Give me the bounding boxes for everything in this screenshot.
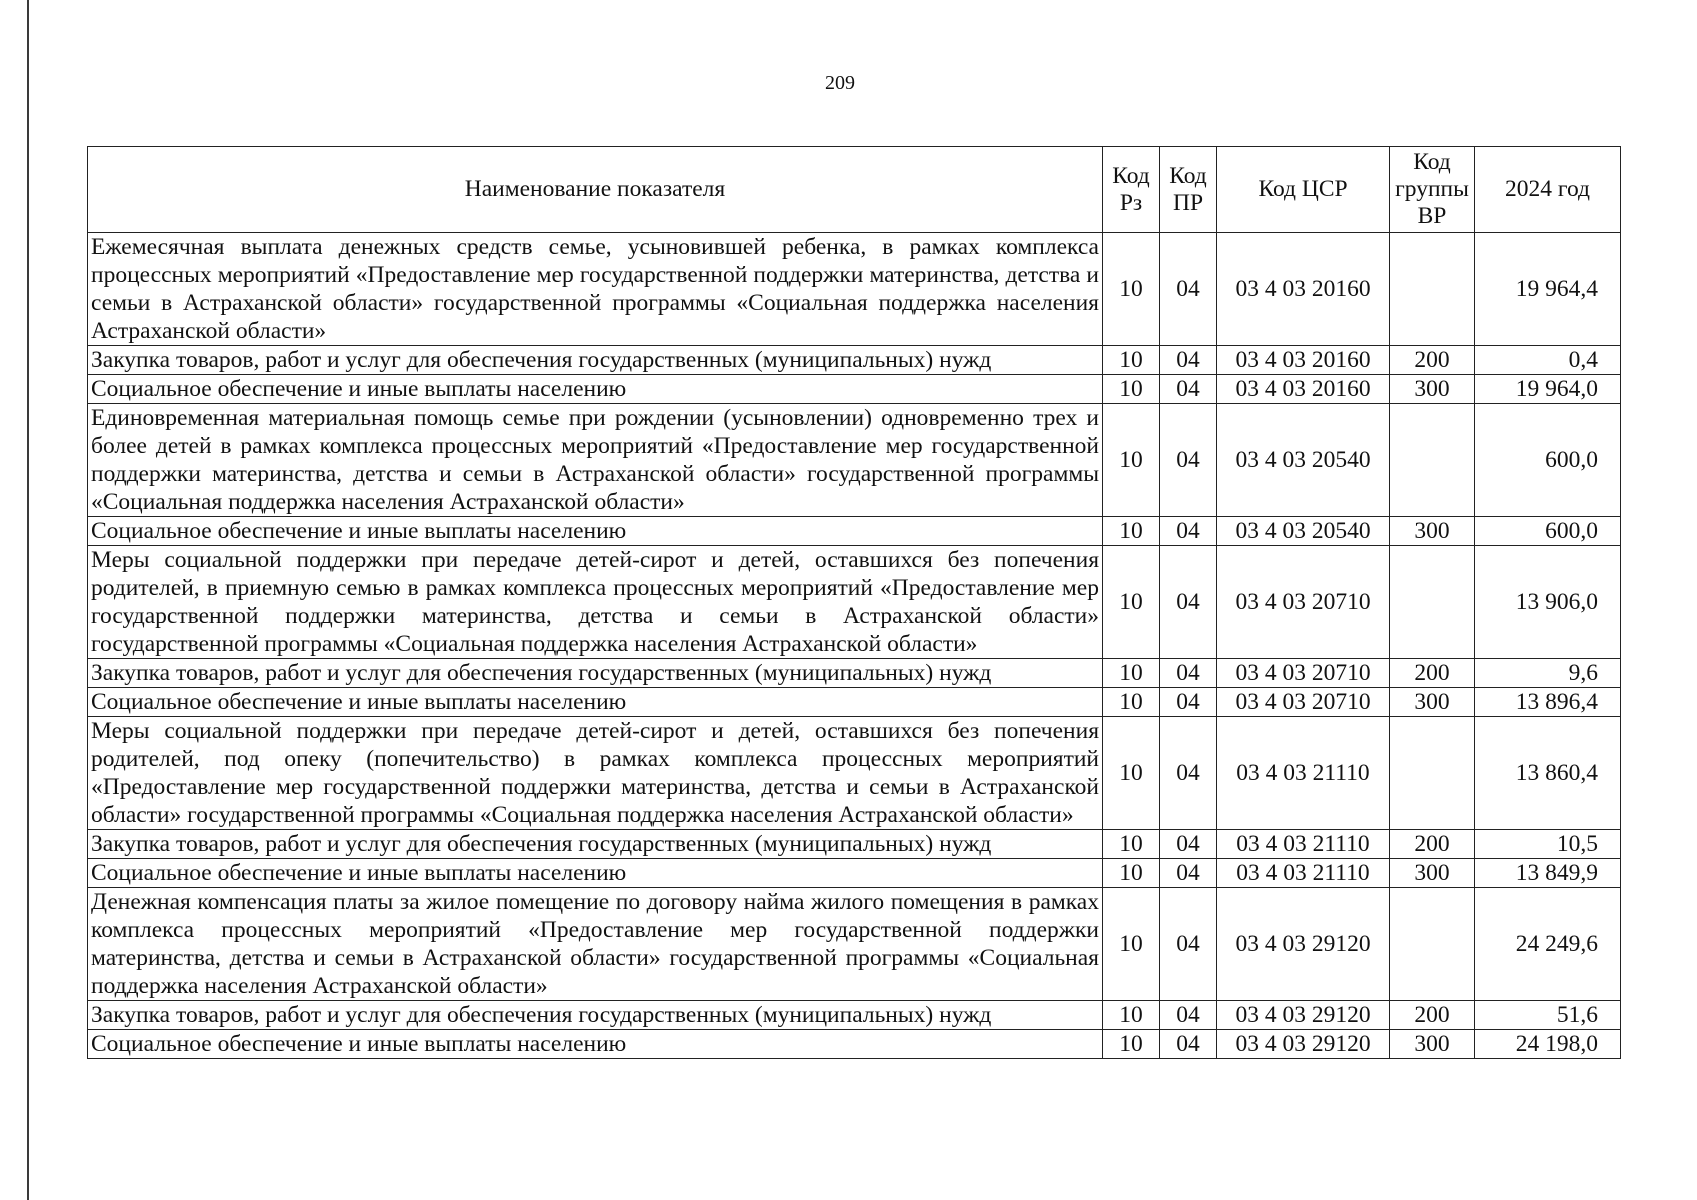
row-vr-cell: 300 — [1390, 859, 1475, 888]
row-vr-cell: 300 — [1390, 688, 1475, 717]
row-rz-cell: 10 — [1103, 404, 1160, 517]
row-vr-cell: 300 — [1390, 1030, 1475, 1059]
header-csr: Код ЦСР — [1217, 147, 1390, 233]
row-csr-cell: 03 4 03 21110 — [1217, 859, 1390, 888]
row-name-cell: Денежная компенсация платы за жилое помещение по договору найма жилого помещения в рамках комплекса процессных мероприятий «Предоставление мер государственной поддержки материнства, детства и семьи в Астраханской области» государственной программы «Социальная поддержка населения Астраханской области» — [88, 888, 1103, 1001]
row-value-cell: 0,4 — [1475, 346, 1621, 375]
row-name-cell: Социальное обеспечение и иные выплаты населению — [88, 688, 1103, 717]
row-csr-cell: 03 4 03 20710 — [1217, 546, 1390, 659]
table-header — [88, 147, 1621, 233]
scan-edge-line — [27, 0, 29, 1200]
row-vr-cell: 200 — [1390, 659, 1475, 688]
row-pr-cell: 04 — [1160, 888, 1217, 1001]
table-row — [88, 1030, 1621, 1059]
header-rz: Код Рз — [1103, 147, 1160, 233]
row-value-cell: 600,0 — [1475, 517, 1621, 546]
row-rz-cell: 10 — [1103, 859, 1160, 888]
table-row — [88, 888, 1621, 1001]
row-rz-cell: 10 — [1103, 233, 1160, 346]
page-number: 209 — [825, 72, 855, 94]
header-row — [88, 147, 1621, 233]
table-row — [88, 346, 1621, 375]
table-row — [88, 404, 1621, 517]
row-vr-cell: 200 — [1390, 1001, 1475, 1030]
row-name-cell: Закупка товаров, работ и услуг для обеспечения государственных (муниципальных) нужд — [88, 1001, 1103, 1030]
row-pr-cell: 04 — [1160, 830, 1217, 859]
row-rz-cell: 10 — [1103, 888, 1160, 1001]
row-csr-cell: 03 4 03 21110 — [1217, 830, 1390, 859]
row-pr-cell: 04 — [1160, 404, 1217, 517]
row-pr-cell: 04 — [1160, 233, 1217, 346]
row-pr-cell: 04 — [1160, 688, 1217, 717]
row-name-cell: Ежемесячная выплата денежных средств семье, усыновившей ребенка, в рамках комплекса процессных мероприятий «Предоставление мер государственной поддержки материнства, детства и семьи в Астраханской области» государственной программы «Социальная поддержка населения Астраханской области» — [88, 233, 1103, 346]
table-row — [88, 859, 1621, 888]
row-rz-cell: 10 — [1103, 688, 1160, 717]
row-name-cell: Закупка товаров, работ и услуг для обеспечения государственных (муниципальных) нужд — [88, 659, 1103, 688]
table-row — [88, 233, 1621, 346]
row-pr-cell: 04 — [1160, 1030, 1217, 1059]
table-row — [88, 688, 1621, 717]
row-name-cell: Закупка товаров, работ и услуг для обеспечения государственных (муниципальных) нужд — [88, 830, 1103, 859]
row-name-cell: Меры социальной поддержки при передаче детей-сирот и детей, оставшихся без попечения родителей, в приемную семью в рамках комплекса процессных мероприятий «Предоставление мер государственной поддержки материнства, детства и семьи в Астраханской области» государственной программы «Социальная поддержка населения Астраханской области» — [88, 546, 1103, 659]
header-vr: Код группы ВР — [1390, 147, 1475, 233]
row-vr-cell — [1390, 404, 1475, 517]
row-pr-cell: 04 — [1160, 375, 1217, 404]
header-year: 2024 год — [1475, 147, 1621, 233]
row-value-cell: 24 249,6 — [1475, 888, 1621, 1001]
header-pr: Код ПР — [1160, 147, 1217, 233]
row-csr-cell: 03 4 03 20160 — [1217, 233, 1390, 346]
table-row — [88, 717, 1621, 830]
row-pr-cell: 04 — [1160, 859, 1217, 888]
header-name: Наименование показателя — [88, 147, 1103, 233]
row-pr-cell: 04 — [1160, 717, 1217, 830]
row-csr-cell: 03 4 03 29120 — [1217, 1030, 1390, 1059]
row-value-cell: 19 964,0 — [1475, 375, 1621, 404]
row-value-cell: 19 964,4 — [1475, 233, 1621, 346]
row-name-cell: Закупка товаров, работ и услуг для обеспечения государственных (муниципальных) нужд — [88, 346, 1103, 375]
row-rz-cell: 10 — [1103, 1001, 1160, 1030]
row-csr-cell: 03 4 03 20160 — [1217, 375, 1390, 404]
row-value-cell: 13 906,0 — [1475, 546, 1621, 659]
row-value-cell: 51,6 — [1475, 1001, 1621, 1030]
row-value-cell: 13 896,4 — [1475, 688, 1621, 717]
row-rz-cell: 10 — [1103, 659, 1160, 688]
row-value-cell: 600,0 — [1475, 404, 1621, 517]
row-rz-cell: 10 — [1103, 546, 1160, 659]
row-csr-cell: 03 4 03 21110 — [1217, 717, 1390, 830]
row-vr-cell — [1390, 233, 1475, 346]
row-rz-cell: 10 — [1103, 346, 1160, 375]
row-csr-cell: 03 4 03 20540 — [1217, 404, 1390, 517]
row-csr-cell: 03 4 03 29120 — [1217, 888, 1390, 1001]
row-pr-cell: 04 — [1160, 546, 1217, 659]
table-row — [88, 546, 1621, 659]
table-row — [88, 659, 1621, 688]
table-row — [88, 517, 1621, 546]
row-name-cell: Меры социальной поддержки при передаче детей-сирот и детей, оставшихся без попечения родителей, под опеку (попечительство) в рамках комплекса процессных мероприятий «Предоставление мер государственной поддержки материнства, детства и семьи в Астраханской области» государственной программы «Социальная поддержка населения Астраханской области» — [88, 717, 1103, 830]
row-name-cell: Социальное обеспечение и иные выплаты населению — [88, 517, 1103, 546]
row-rz-cell: 10 — [1103, 1030, 1160, 1059]
row-pr-cell: 04 — [1160, 517, 1217, 546]
row-rz-cell: 10 — [1103, 517, 1160, 546]
row-vr-cell — [1390, 888, 1475, 1001]
row-rz-cell: 10 — [1103, 830, 1160, 859]
row-pr-cell: 04 — [1160, 346, 1217, 375]
table-row — [88, 375, 1621, 404]
table-body — [88, 233, 1621, 1059]
row-name-cell: Социальное обеспечение и иные выплаты населению — [88, 1030, 1103, 1059]
row-vr-cell — [1390, 546, 1475, 659]
row-vr-cell: 300 — [1390, 375, 1475, 404]
row-pr-cell: 04 — [1160, 659, 1217, 688]
row-csr-cell: 03 4 03 20160 — [1217, 346, 1390, 375]
row-name-cell: Социальное обеспечение и иные выплаты населению — [88, 859, 1103, 888]
table-row — [88, 1001, 1621, 1030]
row-vr-cell — [1390, 717, 1475, 830]
row-csr-cell: 03 4 03 20540 — [1217, 517, 1390, 546]
row-csr-cell: 03 4 03 20710 — [1217, 688, 1390, 717]
row-pr-cell: 04 — [1160, 1001, 1217, 1030]
row-rz-cell: 10 — [1103, 375, 1160, 404]
row-value-cell: 24 198,0 — [1475, 1030, 1621, 1059]
table-row — [88, 830, 1621, 859]
row-value-cell: 13 860,4 — [1475, 717, 1621, 830]
row-value-cell: 10,5 — [1475, 830, 1621, 859]
row-name-cell: Социальное обеспечение и иные выплаты населению — [88, 375, 1103, 404]
row-vr-cell: 200 — [1390, 346, 1475, 375]
row-name-cell: Единовременная материальная помощь семье при рождении (усыновлении) одновременно трех и более детей в рамках комплекса процессных мероприятий «Предоставление мер государственной поддержки материнства, детства и семьи в Астраханской области» государственной программы «Социальная поддержка населения Астраханской области» — [88, 404, 1103, 517]
row-vr-cell: 200 — [1390, 830, 1475, 859]
row-vr-cell: 300 — [1390, 517, 1475, 546]
budget-table — [87, 146, 1621, 1059]
row-rz-cell: 10 — [1103, 717, 1160, 830]
row-value-cell: 13 849,9 — [1475, 859, 1621, 888]
row-value-cell: 9,6 — [1475, 659, 1621, 688]
row-csr-cell: 03 4 03 29120 — [1217, 1001, 1390, 1030]
row-csr-cell: 03 4 03 20710 — [1217, 659, 1390, 688]
